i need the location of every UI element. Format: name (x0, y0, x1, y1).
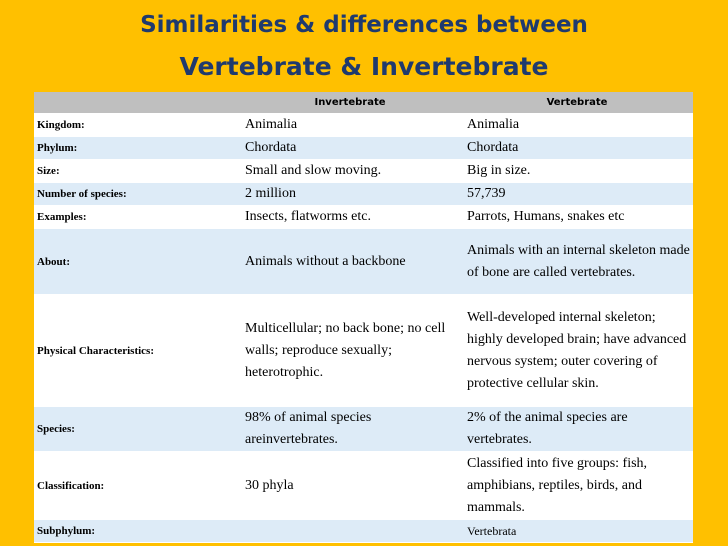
table-row (34, 206, 693, 229)
row-invertebrate (239, 520, 461, 543)
row-key: Species: (34, 407, 239, 452)
header-blank (34, 92, 239, 114)
row-invertebrate: Animals without a backbone (239, 229, 461, 295)
row-key: Subphylum: (34, 520, 239, 543)
row-key: Phylum: (34, 137, 239, 160)
row-invertebrate: Small and slow moving. (239, 160, 461, 183)
row-vertebrate: 57,739 (461, 183, 693, 206)
table-row (34, 137, 693, 160)
table-row (34, 407, 693, 452)
row-vertebrate: 2% of the animal species are vertebrates. (461, 407, 693, 452)
row-vertebrate: Animalia (461, 114, 693, 137)
table-row (34, 295, 693, 407)
table-row (34, 160, 693, 183)
table-row (34, 229, 693, 295)
row-invertebrate: Animalia (239, 114, 461, 137)
row-key: Examples: (34, 206, 239, 229)
table-row (34, 183, 693, 206)
row-key: Classification: (34, 452, 239, 520)
row-invertebrate: Insects, flatworms etc. (239, 206, 461, 229)
row-vertebrate: Parrots, Humans, snakes etc (461, 206, 693, 229)
row-vertebrate: Well-developed internal skeleton; highly developed brain; have advanced nervous system; outer covering of protective cellular skin. (461, 295, 693, 407)
row-key: Size: (34, 160, 239, 183)
row-key: About: (34, 229, 239, 295)
row-invertebrate: 98% of animal species areinvertebrates. (239, 407, 461, 452)
row-invertebrate: 2 million (239, 183, 461, 206)
row-invertebrate: Chordata (239, 137, 461, 160)
title-line-2: Vertebrate & Invertebrate (179, 52, 549, 81)
header-invertebrate: Invertebrate (239, 92, 461, 114)
table-row (34, 452, 693, 520)
comparison-table (34, 92, 693, 543)
row-key: Physical Characteristics: (34, 295, 239, 407)
row-invertebrate: Multicellular; no back bone; no cell walls; reproduce sexually; heterotrophic. (239, 295, 461, 407)
row-vertebrate: Animals with an internal skeleton made of bone are called vertebrates. (461, 229, 693, 295)
row-vertebrate: Chordata (461, 137, 693, 160)
row-invertebrate: 30 phyla (239, 452, 461, 520)
table-row (34, 114, 693, 137)
title-line-1: Similarities & differences between (140, 12, 588, 38)
table-header-row (34, 92, 693, 114)
header-vertebrate: Vertebrate (461, 92, 693, 114)
table-row (34, 520, 693, 543)
row-vertebrate: Big in size. (461, 160, 693, 183)
row-key: Kingdom: (34, 114, 239, 137)
row-vertebrate: Classified into five groups: fish, amphibians, reptiles, birds, and mammals. (461, 452, 693, 520)
row-vertebrate: Vertebrata (461, 520, 693, 543)
row-key: Number of species: (34, 183, 239, 206)
